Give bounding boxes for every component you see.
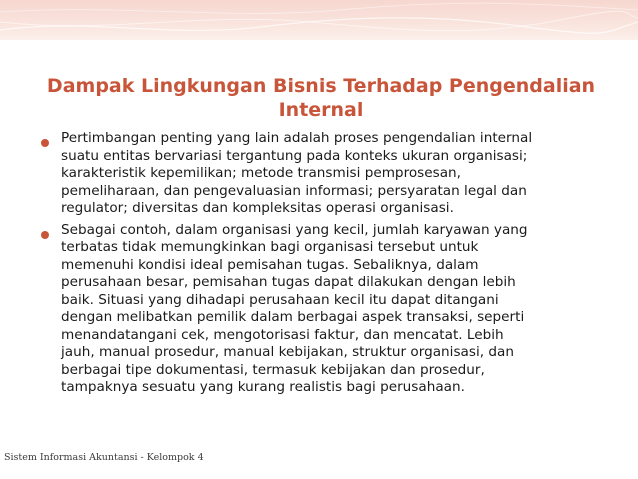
bullet-1-line: karakteristik kepemilikan; metode transmisi pemprosesan, bbox=[61, 165, 461, 181]
bullet-2-line: Sebagai contoh, dalam organisasi yang kecil, jumlah karyawan yang bbox=[61, 221, 528, 238]
bullet-2-line: terbatas tidak memungkinkan bagi organisasi tersebut untuk bbox=[61, 239, 479, 255]
bullet-list bbox=[40, 130, 606, 401]
bullet-2-line: berbagai tipe dokumentasi, termasuk kebijakan dan prosedur, bbox=[61, 361, 485, 378]
bullet-marker-icon bbox=[41, 231, 49, 239]
slide-title bbox=[36, 74, 606, 122]
bullet-1-line: Pertimbangan penting yang lain adalah proses pengendalian internal bbox=[61, 130, 533, 146]
bullet-item-2 bbox=[40, 222, 606, 397]
bullet-item-1 bbox=[40, 130, 606, 218]
bullet-2-line: perusahaan besar, pemisahan tugas dapat dilakukan dengan lebih bbox=[61, 274, 516, 290]
bullet-2-line: tampaknya sesuatu yang kurang realistis bagi perusahaan. bbox=[61, 379, 465, 395]
bullet-1-line: pemeliharaan, dan pengevaluasian informasi; persyaratan legal dan bbox=[61, 182, 527, 199]
bullet-2-line: menandatangani cek, mengotorisasi faktur, dan mencatat. Lebih bbox=[61, 326, 504, 343]
decorative-header-band bbox=[0, 0, 638, 40]
slide-title-line-1: Dampak Lingkungan Bisnis Terhadap Pengendalian bbox=[46, 75, 596, 97]
bullet-marker-icon bbox=[41, 139, 49, 147]
bullet-1-line: regulator; diversitas dan kompleksitas operasi organisasi. bbox=[61, 200, 454, 216]
bullet-text-2 bbox=[61, 222, 606, 397]
slide-footer: Sistem Informasi Akuntansi - Kelompok 4 bbox=[4, 452, 204, 463]
bullet-2-line: memenuhi kondisi ideal pemisahan tugas. Sebaliknya, dalam bbox=[61, 256, 479, 273]
bullet-1-line: suatu entitas bervariasi tergantung pada konteks ukuran organisasi; bbox=[61, 147, 528, 164]
bullet-text-1 bbox=[61, 130, 606, 218]
bullet-2-line: baik. Situasi yang dihadapi perusahaan kecil itu dapat ditangani bbox=[61, 291, 499, 308]
bullet-2-line: dengan melibatkan pemilik dalam berbagai aspek transaksi, seperti bbox=[61, 309, 525, 325]
wave-decoration-icon bbox=[0, 0, 638, 40]
slide-title-line-2: Internal bbox=[278, 99, 364, 121]
bullet-2-line: jauh, manual prosedur, manual kebijakan, struktur organisasi, dan bbox=[61, 344, 514, 360]
